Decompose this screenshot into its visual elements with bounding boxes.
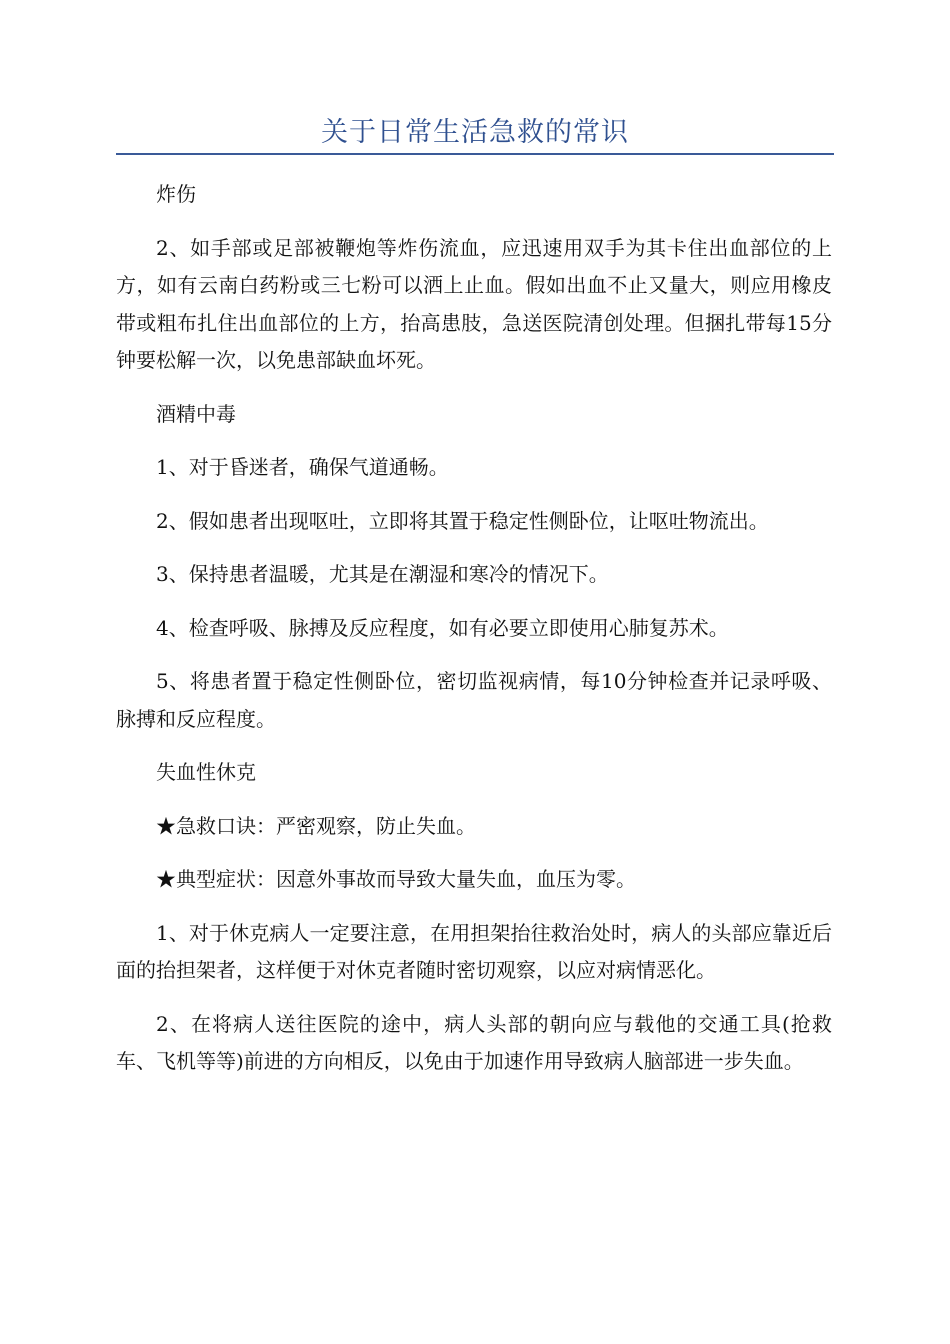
- title-underline: [116, 153, 834, 155]
- section-heading-blast-injury: 炸伤: [156, 182, 196, 206]
- paragraph: 2、在将病人送往医院的途中，病人头部的朝向应与载他的交通工具(抢救车、飞机等等)前进的方向相反，以免由于加速作用导致病人脑部进一步失血。: [116, 1011, 832, 1073]
- paragraph: 4、检查呼吸、脉搏及反应程度，如有必要立即使用心肺复苏术。: [156, 615, 729, 640]
- paragraph: ★急救口诀：严密观察，防止失血。: [156, 813, 476, 838]
- paragraph: 5、将患者置于稳定性侧卧位，密切监视病情，每10分钟检查并记录呼吸、脉搏和反应程度。: [116, 669, 832, 731]
- paragraph: 1、对于昏迷者，确保气道通畅。: [156, 455, 449, 479]
- document-body: [116, 176, 832, 1097]
- section-heading-hemorrhagic-shock: 失血性休克: [156, 760, 256, 784]
- paragraph: 2、假如患者出现呕吐，立即将其置于稳定性侧卧位，让呕吐物流出。: [156, 508, 769, 533]
- paragraph: ★典型症状：因意外事故而导致大量失血，血压为零。: [156, 867, 636, 891]
- section-heading-alcohol-poisoning: 酒精中毒: [156, 401, 236, 426]
- paragraph: 3、保持患者温暖，尤其是在潮湿和寒冷的情况下。: [156, 562, 609, 586]
- paragraph: 1、对于休克病人一定要注意，在用担架抬往救治处时，病人的头部应靠近后面的抬担架者，这样便于对休克者随时密切观察，以应对病情恶化。: [116, 920, 832, 982]
- document-title: 关于日常生活急救的常识: [321, 117, 629, 148]
- paragraph: 2、如手部或足部被鞭炮等炸伤流血，应迅速用双手为其卡住出血部位的上方，如有云南白药粉或三七粉可以洒上止血。假如出血不止又量大，则应用橡皮带或粗布扎住出血部位的上方，抬高患肢，急送医院清创处理。但捆扎带每15分钟要松解一次，以免患部缺血坏死。: [116, 235, 832, 372]
